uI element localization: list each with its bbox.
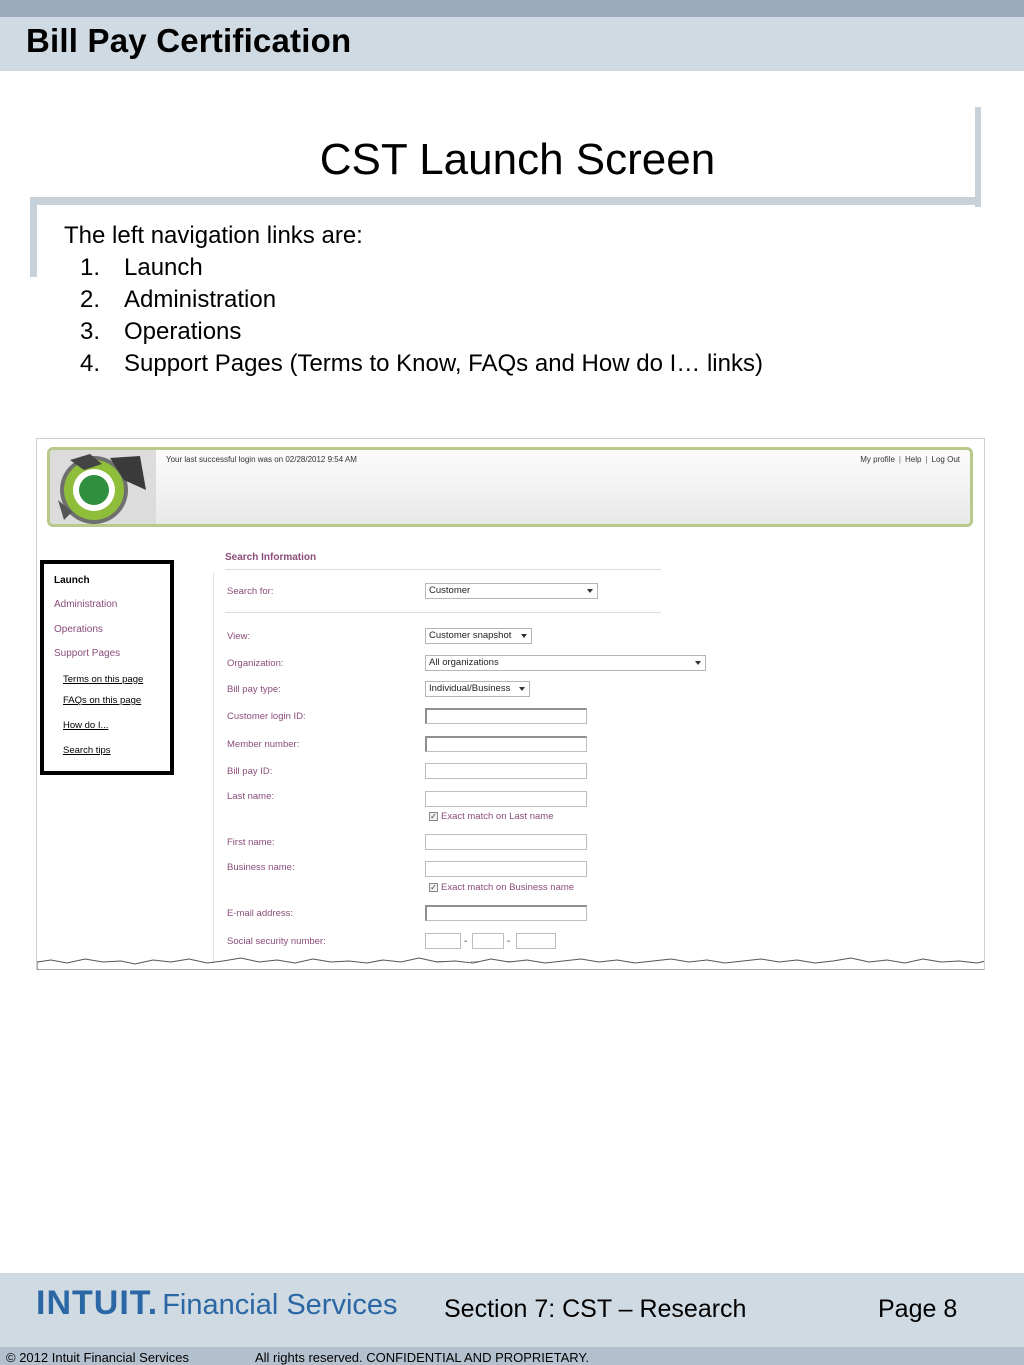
customer-login-id-label: Customer login ID: <box>227 711 306 722</box>
list-number: 1. <box>80 254 101 281</box>
member-number-label: Member number: <box>227 739 300 750</box>
chevron-down-icon <box>521 634 527 638</box>
list-item <box>80 286 763 318</box>
exact-business-name-checkbox[interactable] <box>429 882 574 893</box>
member-number-input[interactable] <box>425 736 587 752</box>
how-do-i-link[interactable]: How do I... <box>63 720 109 731</box>
sidebar-item-operations[interactable]: Operations <box>54 624 103 635</box>
my-profile-link[interactable]: My profile <box>860 455 895 464</box>
nav-links-list <box>80 254 763 382</box>
ssn-dash: - <box>464 936 468 947</box>
document-title: Bill Pay Certification <box>26 22 352 59</box>
ssn-label: Social security number: <box>227 936 326 947</box>
title-frame-left <box>30 197 37 277</box>
brand-sub: Financial Services <box>162 1289 398 1321</box>
list-item <box>80 350 763 382</box>
customer-login-id-input[interactable] <box>425 708 587 724</box>
ssn-part2-input[interactable] <box>472 933 504 949</box>
first-name-label: First name: <box>227 837 275 848</box>
last-name-input[interactable] <box>425 791 587 807</box>
login-message: Your last successful login was on 02/28/2012 9:54 AM <box>166 455 357 464</box>
faqs-link[interactable]: FAQs on this page <box>63 695 142 706</box>
ssn-part1-input[interactable] <box>425 933 461 949</box>
brand-main: INTUIT. <box>36 1284 159 1322</box>
organization-label: Organization: <box>227 658 284 669</box>
header-links <box>860 455 960 464</box>
torn-edge <box>37 956 985 970</box>
intuit-financial-services-logo <box>36 1284 398 1323</box>
checkbox-checked-icon: ✓ <box>430 883 437 892</box>
title-frame-bottom <box>34 197 981 205</box>
ssn-part3-input[interactable] <box>516 933 556 949</box>
vertical-divider <box>213 572 214 970</box>
search-tips-link[interactable]: Search tips <box>63 745 111 756</box>
slide-title: CST Launch Screen <box>319 135 716 184</box>
business-name-input[interactable] <box>425 861 587 877</box>
last-name-label: Last name: <box>227 791 274 802</box>
sidebar-item-support-pages[interactable]: Support Pages <box>54 648 121 659</box>
bill-pay-type-value: Individual/Business <box>429 683 511 694</box>
list-number: 2. <box>80 286 101 313</box>
app-header <box>47 447 973 527</box>
chevron-down-icon <box>695 661 701 665</box>
log-out-link[interactable]: Log Out <box>931 455 960 464</box>
rights-notice: All rights reserved. CONFIDENTIAL AND PROPRIETARY. <box>255 1350 589 1365</box>
copyright: © 2012 Intuit Financial Services <box>6 1350 190 1365</box>
chevron-down-icon <box>519 687 525 691</box>
help-link[interactable]: Help <box>905 455 922 464</box>
globe-logo-icon <box>50 450 156 524</box>
cst-screenshot <box>36 438 985 970</box>
search-information-title: Search Information <box>225 552 317 563</box>
first-name-input[interactable] <box>425 834 587 850</box>
search-for-select[interactable] <box>425 583 598 599</box>
view-label: View: <box>227 631 251 642</box>
list-number: 4. <box>80 350 101 377</box>
left-navigation-highlight <box>40 560 174 775</box>
search-for-label: Search for: <box>227 586 274 597</box>
exact-last-name-checkbox[interactable] <box>429 811 553 822</box>
sidebar-item-administration[interactable]: Administration <box>54 599 118 610</box>
email-address-label: E-mail address: <box>227 908 293 919</box>
bill-pay-id-label: Bill pay ID: <box>227 766 273 777</box>
view-select[interactable] <box>425 628 532 644</box>
list-item <box>80 318 763 350</box>
list-number: 3. <box>80 318 101 345</box>
view-value: Customer snapshot <box>429 630 512 641</box>
list-item <box>80 254 763 286</box>
list-text: Launch <box>124 254 203 281</box>
bill-pay-type-select[interactable] <box>425 681 530 697</box>
intro-text: The left navigation links are: <box>64 222 363 249</box>
exact-last-name-label: Exact match on Last name <box>441 811 554 822</box>
bill-pay-type-label: Bill pay type: <box>227 684 281 695</box>
list-text: Support Pages (Terms to Know, FAQs and How do I… links) <box>124 350 763 377</box>
page-number: Page 8 <box>878 1295 958 1323</box>
top-strip <box>0 0 1024 17</box>
exact-business-name-label: Exact match on Business name <box>441 882 575 893</box>
ssn-dash: - <box>507 936 511 947</box>
section-label: Section 7: CST – Research <box>444 1295 747 1323</box>
email-address-input[interactable] <box>425 905 587 921</box>
separator: | <box>925 455 928 464</box>
organization-select[interactable] <box>425 655 706 671</box>
list-text: Administration <box>124 286 277 313</box>
business-name-label: Business name: <box>227 862 295 873</box>
separator: | <box>898 455 901 464</box>
organization-value: All organizations <box>429 657 499 668</box>
list-text: Operations <box>124 318 242 345</box>
title-frame-right <box>975 107 981 207</box>
divider <box>225 612 661 613</box>
search-for-value: Customer <box>429 585 471 596</box>
terms-link[interactable]: Terms on this page <box>63 674 144 685</box>
bill-pay-id-input[interactable] <box>425 763 587 779</box>
sidebar-item-launch[interactable]: Launch <box>54 575 90 586</box>
divider <box>225 569 661 570</box>
chevron-down-icon <box>587 589 593 593</box>
checkbox-checked-icon: ✓ <box>430 812 437 821</box>
